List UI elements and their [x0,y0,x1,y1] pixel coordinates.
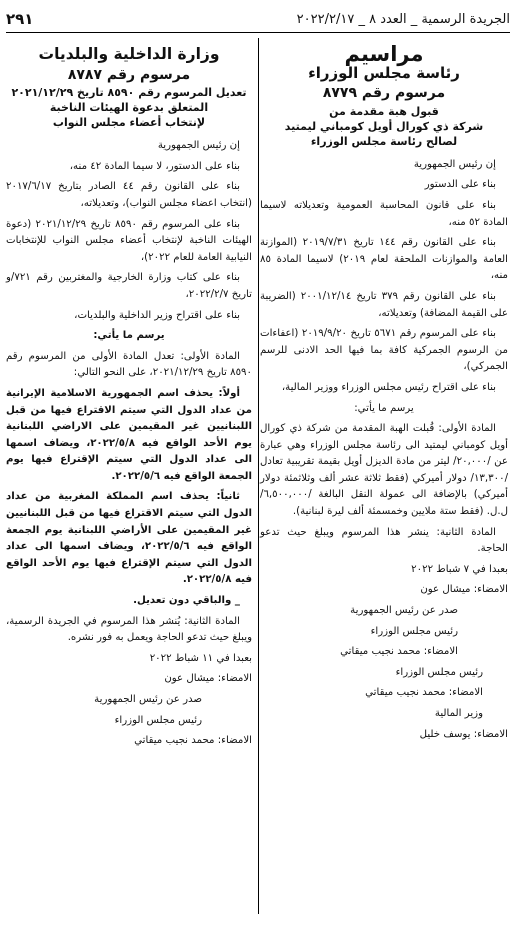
basis-paragraph: بناء على كتاب وزارة الخارجية والمغتربين رقم ٧٢١/و تاريخ ٢٠٢٢/٢/٧، [6,272,252,300]
ministry-title: رئاسة مجلس الوزراء [308,63,460,82]
pm-signature-2: الامضاء: محمد نجيب ميقاتي [365,687,483,699]
president-signature: الامضاء: ميشال عون [164,673,252,685]
basis-paragraph: بناء على القانون رقم ١٤٤ تاريخ ٢٠١٩/٧/٣١ (الموازنة العامة والموازنات الملحقة لعام ٢٠١٩) لاسيما المادة ٨٥ منه، [260,237,508,282]
amendment-second: ثانياً: يحذف اسم المملكة المغربية من عداد الدول التي سيتم الاقتراع فيها من قبل اللبنانيين غير المقيمين على الأراضي اللبنانية يوم الجمعة الواقع فيه ٢٠٢٢/٥/٦، ويضاف اسمها الى عداد الدول التي سيتم الإقتراع فيها يوم الأحد الواقع فيه ٢٠٢٢/٥/٨. [6,491,252,586]
decree-8779-column [260,38,508,926]
subject-line: شركة ذي كورال أويل كومباني ليمتيد [284,119,484,133]
article-2: المادة الثانية: ينشر هذا المرسوم ويبلغ حيث تدعو الحاجة. [260,526,508,555]
pm-signature: الامضاء: محمد نجيب ميقاتي [134,735,252,747]
basis-paragraph: بناء على الدستور [424,179,496,191]
subject-line: المتعلق بدعوة الهيئات الناخبة [49,101,209,115]
basis-paragraph: بناء على القانون رقم ٣٧٩ تاريخ ٢٠٠١/١٢/١٤ (الضريبة على القيمة المضافة) وتعديلاته، [260,290,508,319]
article-2: المادة الثانية: يُنشر هذا المرسوم في الجريدة الرسمية، ويبلغ حيث تدعو الحاجة ويعمل به فور نشره. [6,615,252,644]
decree-date: بعبدا في ١١ شباط ٢٠٢٢ [149,652,252,664]
gazette-title: الجريدة الرسمية _ العدد ٨ _ ٢٠٢٢/٢/١٧ [296,11,510,27]
subject-line: لصالح رئاسة مجلس الوزراء [310,134,458,148]
basis-paragraph: بناء على اقتراح رئيس مجلس الوزراء ووزير المالية، [281,381,496,393]
basis-paragraph: بناء على قانون المحاسبة العمومية وتعديلاته لاسيما المادة ٥٢ منه، [260,199,508,228]
pm-signature: الامضاء: محمد نجيب ميقاتي [340,646,458,658]
basis-paragraph: بناء على القانون رقم ٤٤ الصادر بتاريخ ٢٠١٧/٦/١٧ (انتخاب اعضاء مجلس النواب)، وتعديلاته، [6,181,252,209]
issued-by: صدر عن رئيس الجمهورية [350,605,458,617]
decrees-line: يرسم ما يأتي: [354,402,414,414]
pm-title-2: رئيس مجلس الوزراء [395,666,483,678]
amendment-first: أولاً: يحذف اسم الجمهورية الاسلامية الإيرانية من عداد الدول التي سيتم الاقتراع فيها من قبل اللبنانيين غير المقيمين على الاراضي اللبنانية يوم الأحد الواقع فيه ٢٠٢٢/٥/٨، ويضاف اسمها الى عداد الدول التي سيتم الإقتراع فيها يوم الجمعة الواقع فيه ٢٠٢٢/٥/٦. [6,387,252,482]
basis-paragraph: بناء على اقتراح وزير الداخلية والبلديات، [74,309,240,321]
issued-by: صدر عن رئيس الجمهورية [94,694,202,705]
decree-number: مرسوم رقم ٨٧٨٧ [67,66,191,83]
finance-minister-signature: الامضاء: يوسف خليل [419,728,508,740]
pm-title: رئيس مجلس الوزراء [370,625,458,637]
basis-paragraph: بناء على الدستور، لا سيما المادة ٤٢ منه، [69,160,240,172]
ministry-title: وزارة الداخلية والبلديات [38,45,220,63]
decree-date: بعبدا في ٧ شباط ٢٠٢٢ [411,563,508,575]
subject-line: تعديل المرسوم رقم ٨٥٩٠ تاريخ ٢٠٢١/١٢/٢٩ [11,86,247,100]
basis-paragraph: بناء على المرسوم رقم ٥٦٧١ تاريخ ٢٠١٩/٩/٢٠ (اعفاءات من الرسوم الجمركية كافة بما فيها الحد الادنى للرسم الجمركي)، [260,328,508,373]
pm-title: رئيس مجلس الوزراء [114,714,202,726]
article-1: المادة الأولى: تعدل المادة الأولى من المرسوم رقم ٨٥٩٠ تاريخ ٢٠٢١/١٢/٢٩، على النحو التالي: [6,350,252,379]
page-number: ٢٩١ [6,10,34,28]
rest-unchanged: _ والباقي دون تعديل. [133,595,240,607]
decrees-line: يرسم ما يأتي: [93,330,165,342]
page-header [6,6,510,33]
subject-line: لإنتخاب أعضاء مجلس النواب [52,116,206,130]
finance-minister-title: وزير المالية [434,708,483,719]
basis-paragraph: بناء على المرسوم رقم ٨٥٩٠ تاريخ ٢٠٢١/١٢/٢٩ (دعوة الهيئات الناخبة لإنتخاب أعضاء مجلس النواب للإنتخابات النيابية العامة للعام ٢٠٢٢)، [6,218,252,263]
article-1: المادة الأولى: قُبلت الهبة المقدمة من شركة ذي كورال أويل كومباني ليمتيد الى رئاسة مجلس الوزراء وهي عبارة عن /٢٠,٠٠٠/ ليتر من مادة الديزل أويل بقيمة تقريبية تعادل /١٣,٣٠٠/ دولار أميركي (فقط ثلاثة عشر ألف وثلاثمئة دولار أميركي) بالإضافة الى عمولة النقل البالغة /٦,٥٠٠,٠٠٠/ ل.ل. (فقط ستة ملايين وخمسمئة ألف ليرة لبنانية). [260,423,508,518]
decree-subject [6,85,252,130]
intro-line: إن رئيس الجمهورية [157,140,240,152]
section-heading: مراسيم [344,42,424,66]
decree-8787-column [6,38,252,926]
decree-subject [260,104,508,149]
subject-line: قبول هبة مقدمة من [329,104,439,118]
president-signature: الامضاء: ميشال عون [420,584,508,596]
intro-line: إن رئيس الجمهورية [413,158,496,170]
decree-number: مرسوم رقم ٨٧٧٩ [322,85,446,102]
column-divider [258,38,259,914]
